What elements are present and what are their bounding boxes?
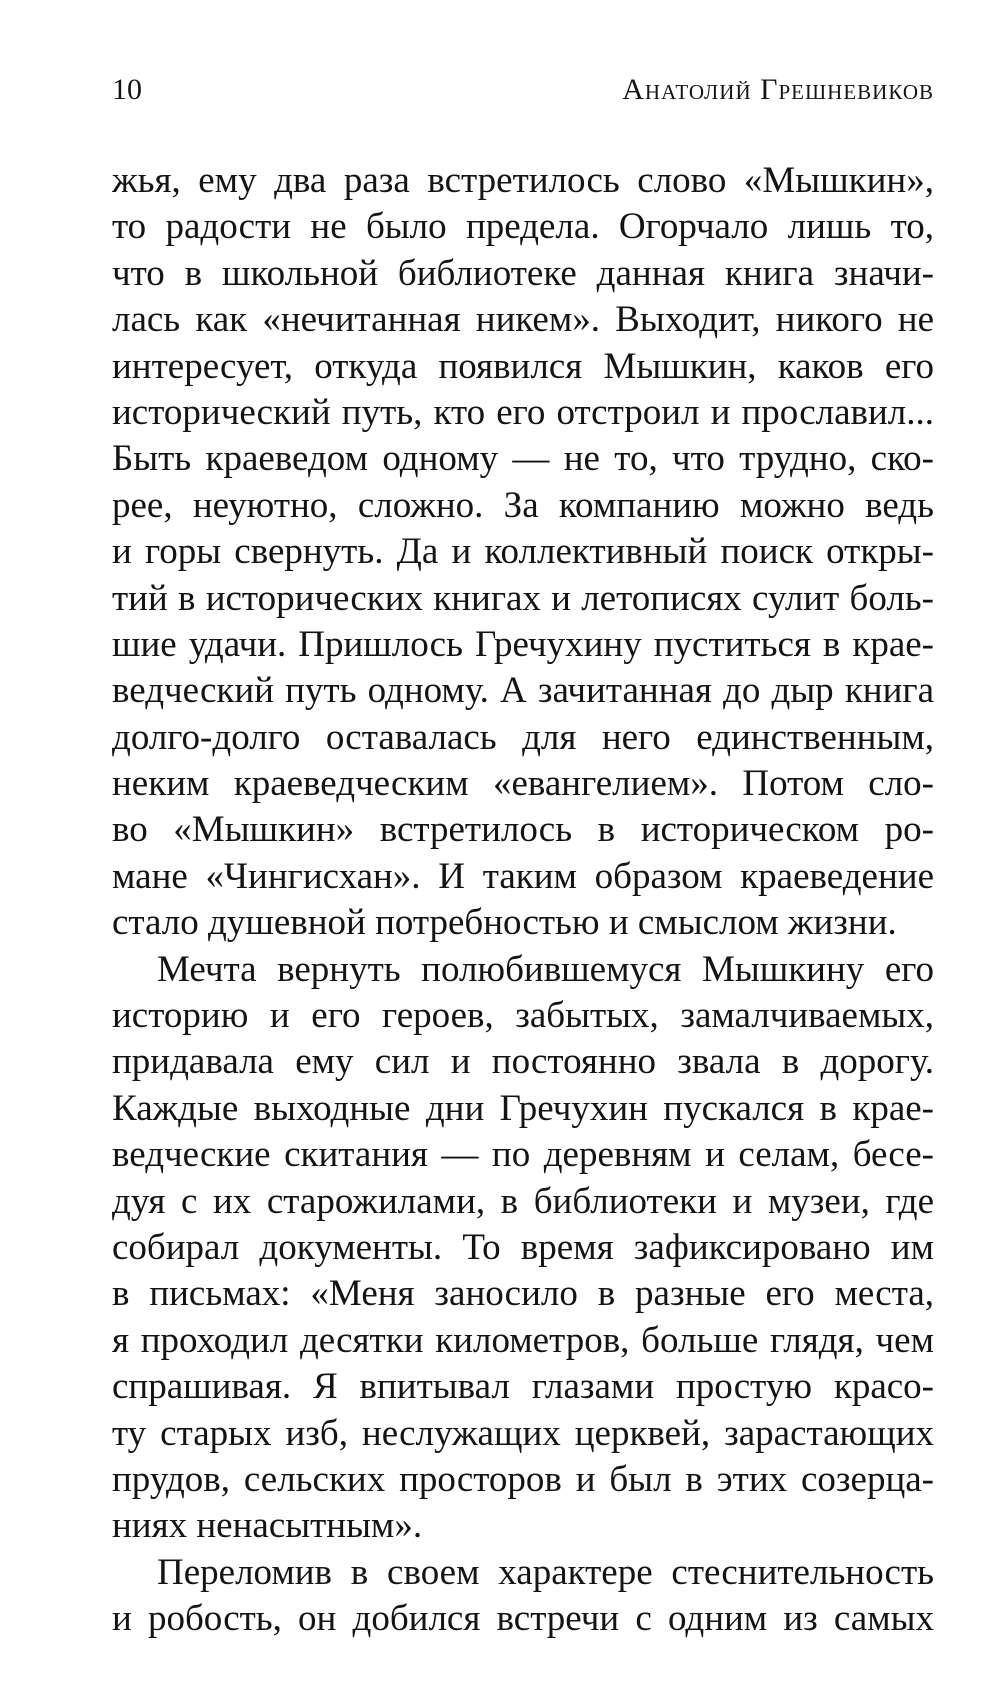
text-line: прудов, сельских просторов и был в этих созерца- <box>112 1458 934 1500</box>
text-line: рее, неуютно, сложно. За компанию можно ведь <box>112 484 934 526</box>
paragraph-3 <box>112 1550 934 1643</box>
text-line: мане «Чингисхан». И таким образом краеведение <box>112 855 934 897</box>
text-line: шие удачи. Пришлось Гречухину пуститься в крае- <box>112 623 934 665</box>
page-number: 10 <box>112 73 142 106</box>
body-text <box>112 158 934 1643</box>
text-line: я проходил десятки километров, больше глядя, чем <box>112 1319 934 1361</box>
text-line: спрашивая. Я впитывал глазами простую красо- <box>112 1366 934 1408</box>
text-line: историю и его героев, забытых, замалчиваемых, <box>112 995 934 1037</box>
text-line: во «Мышкин» встретилось в историческом ро- <box>112 809 934 851</box>
text-line: Переломив в своем характере стеснительность <box>157 1551 934 1593</box>
paragraph-1 <box>112 158 934 947</box>
text-line: Каждые выходные дни Гречухин пускался в крае- <box>112 1087 934 1129</box>
text-line: ниях ненасытным». <box>112 1505 423 1547</box>
text-line: то радости не было предела. Огорчало лишь то, <box>112 206 934 248</box>
text-line: собирал документы. То время зафиксировано им <box>112 1226 934 1268</box>
text-line: Мечта вернуть полюбившемуся Мышкину его <box>157 948 934 990</box>
text-line: неким краеведческим «евангелием». Потом сло- <box>112 763 934 805</box>
text-line: придавала ему сил и постоянно звала в дорогу. <box>112 1041 934 1083</box>
text-line: Быть краеведом одному — не то, что трудно, ско- <box>112 438 934 480</box>
paragraph-2 <box>112 947 934 1550</box>
text-line: дуя с их старожилами, в библиотеки и музеи, где <box>112 1180 934 1222</box>
running-head <box>112 70 934 110</box>
text-line: стало душевной потребностью и смыслом жизни. <box>112 902 897 944</box>
text-line: ведческий путь одному. А зачитанная до дыр книга <box>112 670 934 712</box>
text-line: долго-долго оставалась для него единственным, <box>112 716 934 758</box>
running-head-author: Анатолий Грешневиков <box>622 73 934 106</box>
text-line: лась как «нечитанная никем». Выходит, никого не <box>112 299 934 341</box>
text-line: жья, ему два раза встретилось слово «Мышкин», <box>112 160 934 201</box>
text-line: тий в исторических книгах и летописях сулит боль- <box>112 577 934 619</box>
text-line: и горы свернуть. Да и коллективный поиск откры- <box>112 531 934 573</box>
text-line: интересует, откуда появился Мышкин, каков его <box>112 345 934 387</box>
text-line: ту старых изб, неслужащих церквей, зарастающих <box>112 1412 934 1454</box>
text-line: исторический путь, кто его отстроил и прославил... <box>112 391 934 433</box>
text-line: и робость, он добился встречи с одним из самых <box>112 1598 934 1640</box>
text-line: ведческие скитания — по деревням и селам, бесе- <box>112 1134 934 1176</box>
text-line: что в школьной библиотеке данная книга значи- <box>112 252 934 294</box>
text-line: в письмах: «Меня заносило в разные его места, <box>112 1273 934 1315</box>
